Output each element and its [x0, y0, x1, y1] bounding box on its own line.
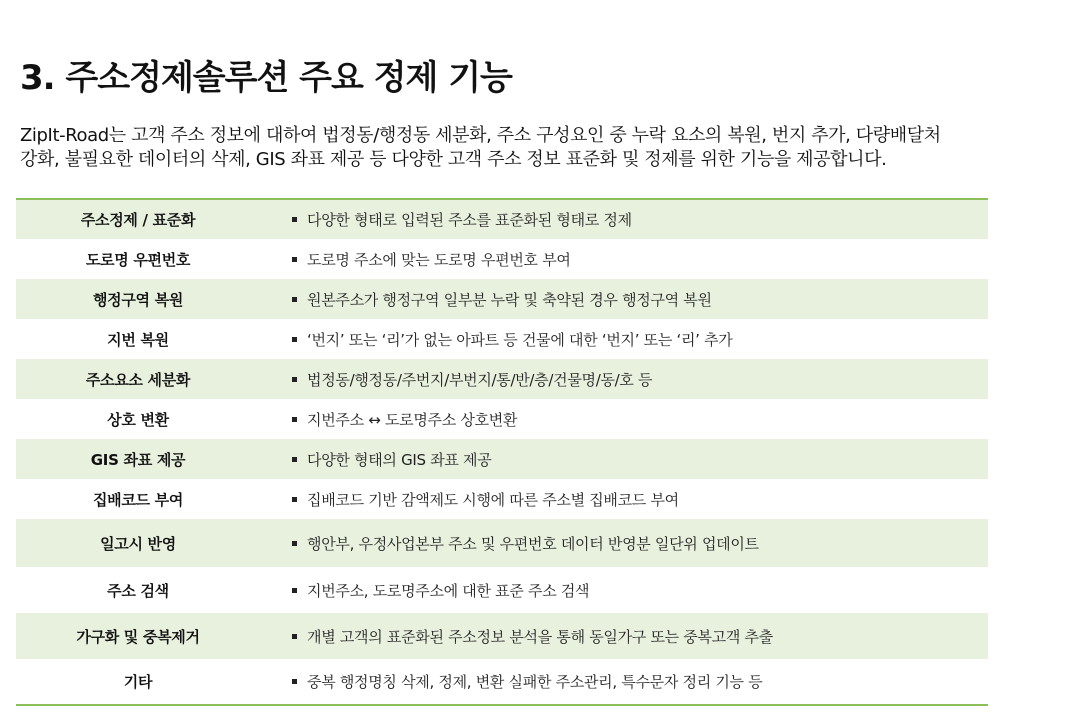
page-title: 3. 주소정제솔루션 주요 정제 기능 [20, 58, 512, 98]
feature-desc-cell [260, 659, 988, 705]
bullet-icon [292, 457, 297, 462]
bullet-icon [292, 217, 297, 222]
intro-paragraph [20, 124, 1060, 172]
feature-name: 기타 [123, 673, 153, 691]
feature-desc: 집배코드 기반 감액제도 시행에 따른 주소별 집배코드 부여 [307, 490, 679, 509]
feature-name: 집배코드 부여 [92, 490, 184, 509]
feature-name: 도로명 우편번호 [85, 250, 191, 269]
feature-desc-cell [260, 359, 988, 399]
table-row [16, 359, 988, 399]
feature-name: 주소정제 / 표준화 [16, 199, 260, 239]
feature-desc: 다양한 형태의 GIS 좌표 제공 [307, 450, 492, 469]
feature-name: 행정구역 복원 [16, 279, 260, 319]
bullet-icon [292, 497, 297, 502]
feature-desc: 다양한 형태로 입력된 주소를 표준화된 형태로 정제 [307, 211, 632, 229]
feature-name: 상호 변환 [107, 410, 169, 429]
feature-desc: 도로명 주소에 맞는 도로명 우편번호 부여 [307, 250, 571, 269]
feature-desc: 법정동/행정동/주번지/부번지/통/반/층/건물명/동/호 등 [307, 370, 653, 389]
intro-line-1: ZipIt-Road는 고객 주소 정보에 대하여 법정동/행정동 세분화, 주소 구성요인 중 누락 요소의 복원, 번지 추가, 다량배달처 [20, 125, 941, 146]
feature-desc-cell [260, 613, 988, 659]
bullet-icon [292, 634, 297, 639]
table-row [16, 399, 988, 439]
feature-desc-cell [260, 279, 988, 319]
feature-name: 주소 검색 [107, 581, 169, 600]
bullet-icon [292, 588, 297, 593]
feature-desc: 지번주소 ↔ 도로명주소 상호변환 [307, 410, 518, 429]
feature-desc-cell [260, 519, 988, 567]
feature-desc-cell [260, 199, 988, 239]
feature-desc-cell [260, 239, 988, 279]
table-row [16, 567, 988, 613]
feature-desc: ‘번지’ 또는 ‘리’가 없는 아파트 등 건물에 대한 ‘번지’ 또는 ‘리’ 추가 [307, 330, 733, 349]
table-row [16, 519, 988, 567]
table-row [16, 319, 988, 359]
feature-desc-cell [260, 479, 988, 519]
feature-desc: 행안부, 우정사업본부 주소 및 우편번호 데이터 반영분 일단위 업데이트 [307, 534, 759, 553]
feature-desc-cell [260, 399, 988, 439]
table-row [16, 613, 988, 659]
feature-desc-cell [260, 319, 988, 359]
feature-name: GIS 좌표 제공 [16, 439, 260, 479]
table-row [16, 239, 988, 279]
table-row [16, 439, 988, 479]
feature-desc-cell [260, 567, 988, 613]
table-row [16, 199, 988, 239]
bullet-icon [292, 679, 297, 684]
bullet-icon [292, 257, 297, 262]
feature-name: 지번 복원 [107, 330, 169, 349]
feature-desc: 개별 고객의 표준화된 주소정보 분석을 통해 동일가구 또는 중복고객 추출 [307, 627, 773, 646]
table-row [16, 479, 988, 519]
bullet-icon [292, 377, 297, 382]
table-row [16, 659, 988, 705]
bullet-icon [292, 337, 297, 342]
bullet-icon [292, 417, 297, 422]
intro-line-2: 강화, 불필요한 데이터의 삭제, GIS 좌표 제공 등 다양한 고객 주소 정보 표준화 및 정제를 위한 기능을 제공합니다. [20, 149, 887, 170]
table-row [16, 279, 988, 319]
feature-desc-cell [260, 439, 988, 479]
feature-name: 가구화 및 중복제거 [16, 613, 260, 659]
feature-desc: 중복 행정명칭 삭제, 정제, 변환 실패한 주소관리, 특수문자 정리 기능 등 [307, 673, 763, 691]
feature-desc: 원본주소가 행정구역 일부분 누락 및 축약된 경우 행정구역 복원 [307, 290, 712, 309]
feature-name: 일고시 반영 [16, 519, 260, 567]
feature-name: 주소요소 세분화 [16, 359, 260, 399]
feature-desc: 지번주소, 도로명주소에 대한 표준 주소 검색 [307, 581, 590, 600]
bullet-icon [292, 541, 297, 546]
feature-table [16, 198, 988, 706]
bullet-icon [292, 297, 297, 302]
